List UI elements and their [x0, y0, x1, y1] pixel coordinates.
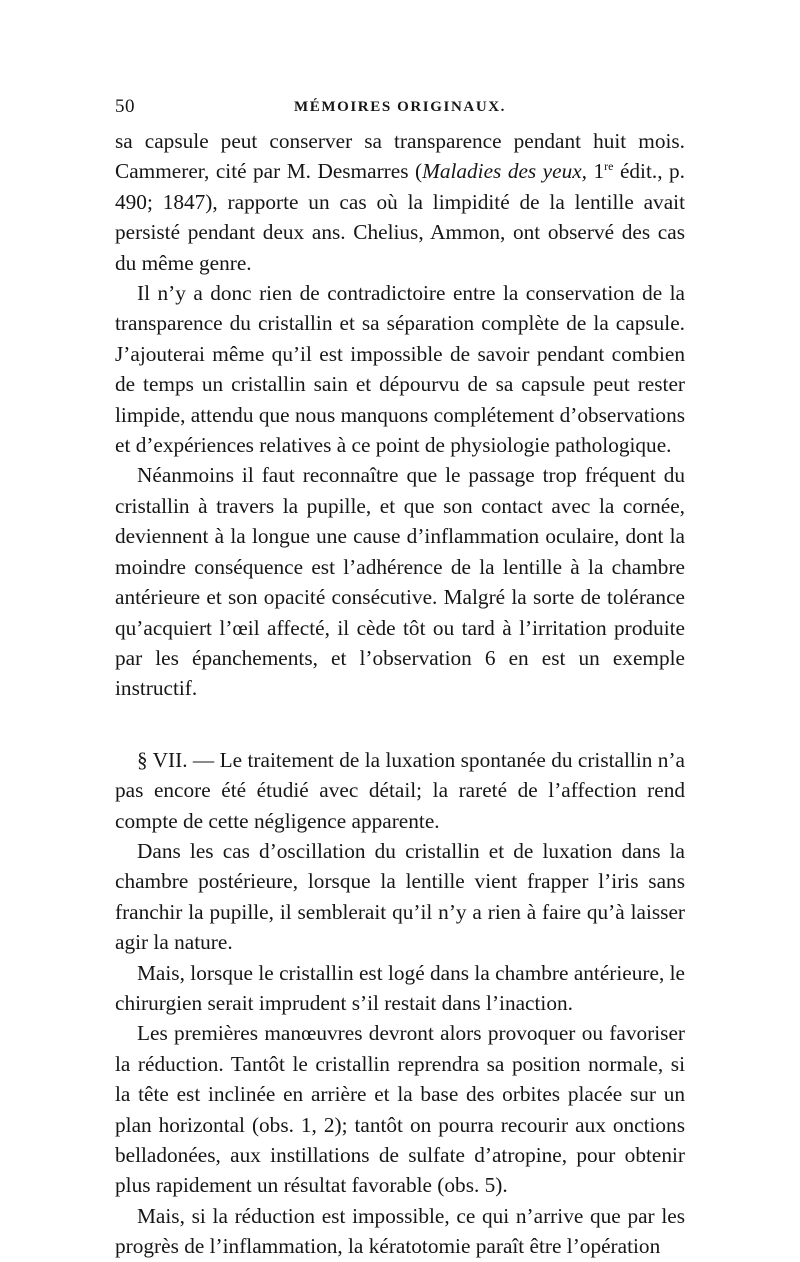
section-vii-paragraph: § VII. — Le traitement de la luxation spontanée du cristallin n’a pas encore été étudié avec détail; la rareté de l’affection rend compte de cette négligence apparente.	[115, 747, 685, 833]
paragraph-3: Néanmoins il faut reconnaître que le passage trop fréquent du cristallin à travers la pupille, et que son contact avec la cornée, deviennent à la longue une cause d’inflammation oculaire, dont la moindre conséquence est l’adhérence de la lentille à la chambre antérieure et son opacité consécutive. Malgré la sorte de tolérance qu’acquiert l’œil affecté, il cède tôt ou tard à l’irritation produite par les épanchements, et l’observation 6 en est un exemple instructif.	[115, 463, 685, 701]
edition-superscript: re	[604, 159, 614, 174]
page-header	[115, 96, 685, 120]
paragraph-1-text-a: sa capsule peut conserver sa transparence pendant huit mois. Cammerer, cité par M. Desmarres (	[115, 129, 685, 184]
book-title-italic: Maladies des yeux,	[422, 159, 588, 184]
paragraph-7: Les premières manœuvres devront alors provoquer ou favoriser la réduction. Tantôt le cristallin reprendra sa position normale, si la tête est inclinée en arrière et la base des orbites placée sur un plan horizontal (obs. 1, 2); tantôt on pourra recourir aux onctions belladonées, aux instillations de sulfate d’atropine, pour obtenir plus rapidement un résultat favorable (obs. 5).	[115, 1021, 685, 1198]
paragraph-1-text-b: édit., p. 490; 1847), rapporte un cas où la limpidité de la lentille avait persisté pendant deux ans. Chelius, Ammon, ont observé des cas du même genre.	[115, 159, 685, 275]
paragraph-2: Il n’y a donc rien de contradictoire entre la conservation de la transparence du cristallin et sa séparation complète de la capsule. J’ajouterai même qu’il est impossible de savoir pendant combien de temps un cristallin sain et dépourvu de sa capsule peut rester limpide, attendu que nous manquons complétement d’observations et d’expériences relatives à ce point de physiologie pathologique.	[115, 281, 685, 458]
paragraph-5: Dans les cas d’oscillation du cristallin et de luxation dans la chambre postérieure, lorsque la lentille vient frapper l’iris sans franchir la pupille, il semblerait qu’il n’y a rien à faire qu’à laisser agir la nature.	[115, 838, 685, 955]
running-title: MÉMOIRES ORIGINAUX.	[293, 99, 507, 115]
paragraph-8: Mais, si la réduction est impossible, ce qui n’arrive que par les progrès de l’inflammation, la kératotomie paraît être l’opération	[115, 1203, 685, 1259]
paragraph-1	[115, 126, 685, 278]
edition-number: 1	[587, 159, 605, 184]
body-text	[115, 126, 685, 1262]
paragraph-6: Mais, lorsque le cristallin est logé dans la chambre antérieure, le chirurgien serait imprudent s’il restait dans l’inaction.	[115, 960, 685, 1015]
page-number: 50	[115, 96, 135, 117]
